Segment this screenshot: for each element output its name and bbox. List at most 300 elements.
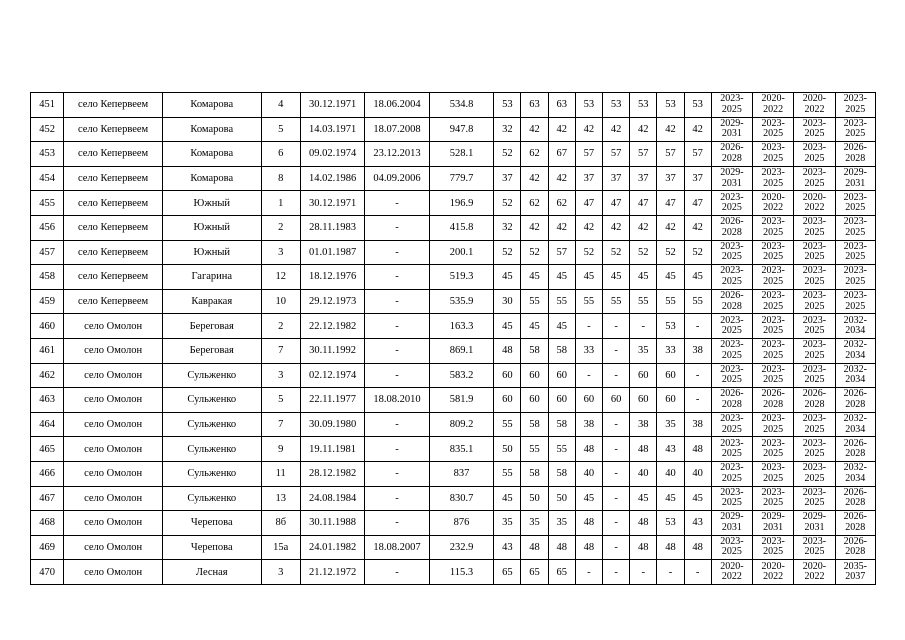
cell-wear-foundation: 65 (494, 560, 521, 585)
cell-wear-foundation: 55 (494, 412, 521, 437)
cell-house-number: 9 (261, 437, 300, 462)
cell-area: 196.9 (429, 191, 493, 216)
cell-repair-period-3: 2023-2025 (794, 166, 835, 191)
cell-wear-finishing: - (630, 560, 657, 585)
cell-row-number: 466 (31, 461, 64, 486)
cell-repair-period-2: 2023-2025 (753, 412, 794, 437)
cell-repair-period-2: 2023-2025 (753, 117, 794, 142)
cell-house-number: 5 (261, 117, 300, 142)
cell-repair-period-1: 2023-2025 (711, 191, 752, 216)
cell-repair-period-3: 2023-2025 (794, 314, 835, 339)
cell-row-number: 460 (31, 314, 64, 339)
cell-settlement: село Омолон (64, 486, 163, 511)
cell-wear-floors: 38 (575, 412, 602, 437)
table-row (31, 535, 876, 560)
cell-privatization-date: - (365, 215, 429, 240)
cell-privatization-date: 04.09.2006 (365, 166, 429, 191)
cell-settlement: село Кепервеем (64, 215, 163, 240)
cell-commissioning-date: 18.12.1976 (300, 265, 364, 290)
cell-street: Сульженко (162, 461, 261, 486)
cell-wear-floors: - (575, 363, 602, 388)
cell-commissioning-date: 30.12.1971 (300, 191, 364, 216)
cell-area: 830.7 (429, 486, 493, 511)
cell-commissioning-date: 22.12.1982 (300, 314, 364, 339)
cell-wear-total: - (684, 363, 711, 388)
cell-commissioning-date: 29.12.1973 (300, 289, 364, 314)
cell-wear-finishing: 45 (630, 486, 657, 511)
cell-wear-floors: - (575, 314, 602, 339)
cell-repair-period-1: 2026-2028 (711, 215, 752, 240)
cell-wear-walls: 42 (521, 117, 548, 142)
cell-wear-utilities: 60 (657, 363, 684, 388)
cell-wear-utilities: 42 (657, 117, 684, 142)
cell-street: Сульженко (162, 486, 261, 511)
cell-wear-finishing: 53 (630, 93, 657, 118)
cell-repair-period-1: 2023-2025 (711, 412, 752, 437)
cell-wear-foundation: 52 (494, 240, 521, 265)
cell-wear-total: 38 (684, 412, 711, 437)
cell-commissioning-date: 30.09.1980 (300, 412, 364, 437)
cell-wear-roof: 58 (548, 338, 575, 363)
cell-repair-period-1: 2023-2025 (711, 93, 752, 118)
cell-wear-floors: - (575, 560, 602, 585)
table-row (31, 93, 876, 118)
cell-wear-total: 38 (684, 338, 711, 363)
table-body (31, 93, 876, 585)
cell-wear-floors: 48 (575, 511, 602, 536)
cell-wear-floors: 33 (575, 338, 602, 363)
cell-repair-period-1: 2020-2022 (711, 560, 752, 585)
cell-row-number: 459 (31, 289, 64, 314)
cell-wear-floors: 37 (575, 166, 602, 191)
cell-area: 876 (429, 511, 493, 536)
cell-wear-total: 53 (684, 93, 711, 118)
cell-wear-finishing: 37 (630, 166, 657, 191)
cell-privatization-date: - (365, 412, 429, 437)
cell-repair-period-1: 2023-2025 (711, 240, 752, 265)
cell-repair-period-4: 2032-2034 (835, 314, 875, 339)
cell-repair-period-3: 2023-2025 (794, 535, 835, 560)
cell-repair-period-1: 2026-2028 (711, 388, 752, 413)
cell-wear-foundation: 52 (494, 142, 521, 167)
cell-repair-period-2: 2023-2025 (753, 265, 794, 290)
cell-repair-period-2: 2020-2022 (753, 560, 794, 585)
cell-row-number: 462 (31, 363, 64, 388)
cell-settlement: село Омолон (64, 560, 163, 585)
cell-area: 779.7 (429, 166, 493, 191)
cell-wear-utilities: 48 (657, 535, 684, 560)
cell-wear-foundation: 60 (494, 388, 521, 413)
cell-street: Комарова (162, 117, 261, 142)
cell-wear-total: 37 (684, 166, 711, 191)
cell-repair-period-1: 2023-2025 (711, 461, 752, 486)
cell-house-number: 3 (261, 560, 300, 585)
cell-settlement: село Кепервеем (64, 93, 163, 118)
cell-repair-period-2: 2023-2025 (753, 314, 794, 339)
cell-privatization-date: - (365, 191, 429, 216)
cell-repair-period-3: 2023-2025 (794, 363, 835, 388)
cell-wear-utilities: 35 (657, 412, 684, 437)
cell-repair-period-3: 2023-2025 (794, 461, 835, 486)
cell-privatization-date: - (365, 560, 429, 585)
cell-wear-openings: 37 (602, 166, 629, 191)
cell-street: Черепова (162, 535, 261, 560)
cell-wear-walls: 48 (521, 535, 548, 560)
cell-house-number: 4 (261, 93, 300, 118)
cell-area: 869.1 (429, 338, 493, 363)
cell-repair-period-1: 2029-2031 (711, 117, 752, 142)
cell-wear-total: - (684, 560, 711, 585)
cell-area: 163.3 (429, 314, 493, 339)
cell-wear-walls: 60 (521, 388, 548, 413)
cell-house-number: 6 (261, 142, 300, 167)
cell-privatization-date: - (365, 486, 429, 511)
cell-repair-period-3: 2023-2025 (794, 437, 835, 462)
cell-wear-foundation: 60 (494, 363, 521, 388)
cell-repair-period-4: 2026-2028 (835, 142, 875, 167)
table-row (31, 363, 876, 388)
cell-privatization-date: - (365, 338, 429, 363)
cell-wear-openings: - (602, 314, 629, 339)
cell-street: Кавракая (162, 289, 261, 314)
cell-repair-period-1: 2029-2031 (711, 166, 752, 191)
cell-wear-utilities: 33 (657, 338, 684, 363)
table-row (31, 437, 876, 462)
cell-row-number: 461 (31, 338, 64, 363)
cell-privatization-date: - (365, 240, 429, 265)
cell-wear-roof: 55 (548, 437, 575, 462)
cell-commissioning-date: 14.02.1986 (300, 166, 364, 191)
cell-wear-foundation: 50 (494, 437, 521, 462)
table-row (31, 265, 876, 290)
cell-house-number: 13 (261, 486, 300, 511)
cell-wear-foundation: 35 (494, 511, 521, 536)
cell-wear-roof: 55 (548, 289, 575, 314)
cell-wear-openings: 57 (602, 142, 629, 167)
cell-area: 415.8 (429, 215, 493, 240)
cell-wear-openings: - (602, 511, 629, 536)
cell-wear-openings: 42 (602, 215, 629, 240)
cell-wear-utilities: 60 (657, 388, 684, 413)
cell-wear-total: 45 (684, 265, 711, 290)
cell-privatization-date: - (365, 265, 429, 290)
cell-wear-total: - (684, 314, 711, 339)
cell-repair-period-4: 2026-2028 (835, 388, 875, 413)
cell-repair-period-2: 2023-2025 (753, 486, 794, 511)
cell-settlement: село Кепервеем (64, 240, 163, 265)
cell-row-number: 452 (31, 117, 64, 142)
cell-wear-walls: 58 (521, 461, 548, 486)
cell-wear-finishing: 42 (630, 215, 657, 240)
cell-wear-openings: - (602, 412, 629, 437)
cell-house-number: 5 (261, 388, 300, 413)
cell-repair-period-2: 2023-2025 (753, 166, 794, 191)
cell-street: Сульженко (162, 412, 261, 437)
cell-repair-period-2: 2023-2025 (753, 461, 794, 486)
cell-street: Комарова (162, 166, 261, 191)
cell-repair-period-2: 2023-2025 (753, 142, 794, 167)
cell-street: Комарова (162, 93, 261, 118)
cell-wear-roof: 62 (548, 191, 575, 216)
cell-street: Южный (162, 215, 261, 240)
cell-repair-period-3: 2020-2022 (794, 560, 835, 585)
cell-street: Береговая (162, 314, 261, 339)
cell-wear-foundation: 45 (494, 314, 521, 339)
cell-wear-walls: 42 (521, 215, 548, 240)
cell-wear-openings: - (602, 560, 629, 585)
cell-wear-floors: 47 (575, 191, 602, 216)
cell-wear-openings: 55 (602, 289, 629, 314)
cell-wear-roof: 45 (548, 265, 575, 290)
cell-wear-foundation: 32 (494, 117, 521, 142)
cell-repair-period-3: 2023-2025 (794, 240, 835, 265)
cell-row-number: 469 (31, 535, 64, 560)
cell-privatization-date: 18.08.2007 (365, 535, 429, 560)
cell-wear-finishing: 60 (630, 388, 657, 413)
cell-street: Сульженко (162, 363, 261, 388)
cell-house-number: 10 (261, 289, 300, 314)
cell-repair-period-4: 2023-2025 (835, 117, 875, 142)
cell-commissioning-date: 28.11.1983 (300, 215, 364, 240)
cell-row-number: 455 (31, 191, 64, 216)
cell-house-number: 8 (261, 166, 300, 191)
cell-wear-foundation: 48 (494, 338, 521, 363)
table-row (31, 117, 876, 142)
cell-repair-period-2: 2026-2028 (753, 388, 794, 413)
cell-wear-walls: 62 (521, 191, 548, 216)
cell-wear-floors: 48 (575, 535, 602, 560)
cell-repair-period-2: 2020-2022 (753, 191, 794, 216)
cell-commissioning-date: 01.01.1987 (300, 240, 364, 265)
table-row (31, 461, 876, 486)
cell-wear-finishing: 42 (630, 117, 657, 142)
cell-wear-walls: 65 (521, 560, 548, 585)
table-row (31, 166, 876, 191)
cell-wear-openings: - (602, 535, 629, 560)
cell-wear-floors: 45 (575, 486, 602, 511)
cell-commissioning-date: 28.12.1982 (300, 461, 364, 486)
cell-repair-period-2: 2029-2031 (753, 511, 794, 536)
table-row (31, 388, 876, 413)
cell-wear-utilities: 47 (657, 191, 684, 216)
cell-repair-period-4: 2029-2031 (835, 166, 875, 191)
cell-wear-floors: 40 (575, 461, 602, 486)
cell-commissioning-date: 09.02.1974 (300, 142, 364, 167)
cell-settlement: село Омолон (64, 461, 163, 486)
cell-repair-period-3: 2026-2028 (794, 388, 835, 413)
cell-wear-openings: - (602, 338, 629, 363)
cell-wear-utilities: 43 (657, 437, 684, 462)
cell-privatization-date: - (365, 437, 429, 462)
table-row (31, 314, 876, 339)
cell-area: 583.2 (429, 363, 493, 388)
cell-wear-roof: 45 (548, 314, 575, 339)
cell-wear-total: 55 (684, 289, 711, 314)
cell-wear-openings: 53 (602, 93, 629, 118)
cell-privatization-date: 18.08.2010 (365, 388, 429, 413)
cell-wear-floors: 53 (575, 93, 602, 118)
cell-wear-floors: 55 (575, 289, 602, 314)
cell-wear-foundation: 45 (494, 265, 521, 290)
cell-repair-period-2: 2023-2025 (753, 240, 794, 265)
cell-house-number: 12 (261, 265, 300, 290)
cell-wear-roof: 42 (548, 215, 575, 240)
cell-street: Сульженко (162, 437, 261, 462)
cell-repair-period-4: 2032-2034 (835, 461, 875, 486)
cell-wear-utilities: 42 (657, 215, 684, 240)
cell-row-number: 464 (31, 412, 64, 437)
cell-street: Гагарина (162, 265, 261, 290)
cell-house-number: 11 (261, 461, 300, 486)
cell-wear-finishing: 52 (630, 240, 657, 265)
cell-settlement: село Кепервеем (64, 289, 163, 314)
table-row (31, 142, 876, 167)
cell-wear-total: - (684, 388, 711, 413)
cell-commissioning-date: 14.03.1971 (300, 117, 364, 142)
cell-settlement: село Кепервеем (64, 166, 163, 191)
cell-repair-period-4: 2032-2034 (835, 363, 875, 388)
cell-area: 581.9 (429, 388, 493, 413)
cell-settlement: село Омолон (64, 388, 163, 413)
table-row (31, 191, 876, 216)
cell-wear-total: 40 (684, 461, 711, 486)
cell-wear-floors: 52 (575, 240, 602, 265)
cell-commissioning-date: 30.11.1988 (300, 511, 364, 536)
cell-settlement: село Кепервеем (64, 191, 163, 216)
cell-house-number: 1 (261, 191, 300, 216)
cell-wear-utilities: 53 (657, 511, 684, 536)
cell-repair-period-3: 2023-2025 (794, 142, 835, 167)
cell-repair-period-2: 2023-2025 (753, 535, 794, 560)
cell-repair-period-4: 2035-2037 (835, 560, 875, 585)
cell-repair-period-4: 2026-2028 (835, 486, 875, 511)
cell-privatization-date: - (365, 511, 429, 536)
table-row (31, 215, 876, 240)
cell-wear-walls: 58 (521, 412, 548, 437)
cell-repair-period-1: 2026-2028 (711, 289, 752, 314)
cell-settlement: село Омолон (64, 338, 163, 363)
cell-settlement: село Кепервеем (64, 117, 163, 142)
cell-wear-total: 42 (684, 117, 711, 142)
cell-repair-period-4: 2023-2025 (835, 289, 875, 314)
cell-repair-period-4: 2032-2034 (835, 412, 875, 437)
cell-wear-floors: 48 (575, 437, 602, 462)
cell-wear-foundation: 55 (494, 461, 521, 486)
cell-settlement: село Омолон (64, 437, 163, 462)
cell-row-number: 463 (31, 388, 64, 413)
cell-repair-period-2: 2023-2025 (753, 215, 794, 240)
cell-repair-period-1: 2023-2025 (711, 437, 752, 462)
cell-wear-utilities: 45 (657, 265, 684, 290)
cell-wear-walls: 60 (521, 363, 548, 388)
cell-wear-foundation: 53 (494, 93, 521, 118)
cell-repair-period-3: 2020-2022 (794, 191, 835, 216)
cell-street: Сульженко (162, 388, 261, 413)
cell-wear-finishing: 60 (630, 363, 657, 388)
cell-wear-openings: - (602, 461, 629, 486)
cell-row-number: 457 (31, 240, 64, 265)
cell-street: Лесная (162, 560, 261, 585)
cell-wear-total: 45 (684, 486, 711, 511)
cell-wear-walls: 62 (521, 142, 548, 167)
cell-wear-roof: 65 (548, 560, 575, 585)
cell-street: Черепова (162, 511, 261, 536)
cell-wear-utilities: - (657, 560, 684, 585)
cell-wear-foundation: 52 (494, 191, 521, 216)
cell-wear-utilities: 57 (657, 142, 684, 167)
cell-wear-foundation: 32 (494, 215, 521, 240)
table-row (31, 240, 876, 265)
cell-repair-period-4: 2026-2028 (835, 437, 875, 462)
cell-house-number: 8б (261, 511, 300, 536)
cell-repair-period-3: 2023-2025 (794, 265, 835, 290)
cell-repair-period-1: 2023-2025 (711, 338, 752, 363)
cell-repair-period-3: 2023-2025 (794, 117, 835, 142)
cell-wear-utilities: 52 (657, 240, 684, 265)
cell-wear-utilities: 45 (657, 486, 684, 511)
table-row (31, 511, 876, 536)
cell-commissioning-date: 22.11.1977 (300, 388, 364, 413)
cell-wear-roof: 58 (548, 461, 575, 486)
cell-repair-period-4: 2023-2025 (835, 93, 875, 118)
cell-street: Береговая (162, 338, 261, 363)
cell-repair-period-1: 2023-2025 (711, 486, 752, 511)
cell-privatization-date: - (365, 289, 429, 314)
cell-house-number: 7 (261, 338, 300, 363)
cell-area: 809.2 (429, 412, 493, 437)
cell-wear-openings: 45 (602, 265, 629, 290)
cell-repair-period-2: 2020-2022 (753, 93, 794, 118)
cell-house-number: 3 (261, 240, 300, 265)
cell-settlement: село Омолон (64, 314, 163, 339)
cell-wear-roof: 48 (548, 535, 575, 560)
cell-repair-period-1: 2023-2025 (711, 535, 752, 560)
table-row (31, 338, 876, 363)
cell-area: 519.3 (429, 265, 493, 290)
cell-wear-roof: 42 (548, 166, 575, 191)
cell-wear-walls: 45 (521, 314, 548, 339)
cell-house-number: 7 (261, 412, 300, 437)
cell-wear-roof: 60 (548, 363, 575, 388)
cell-repair-period-1: 2023-2025 (711, 363, 752, 388)
cell-wear-openings: 47 (602, 191, 629, 216)
cell-wear-openings: 60 (602, 388, 629, 413)
cell-wear-walls: 63 (521, 93, 548, 118)
cell-wear-roof: 50 (548, 486, 575, 511)
cell-row-number: 454 (31, 166, 64, 191)
cell-wear-walls: 42 (521, 166, 548, 191)
cell-wear-foundation: 45 (494, 486, 521, 511)
table-row (31, 560, 876, 585)
table-row (31, 412, 876, 437)
cell-repair-period-4: 2026-2028 (835, 511, 875, 536)
cell-wear-walls: 45 (521, 265, 548, 290)
cell-commissioning-date: 24.08.1984 (300, 486, 364, 511)
cell-row-number: 458 (31, 265, 64, 290)
cell-wear-openings: - (602, 486, 629, 511)
cell-privatization-date: 18.07.2008 (365, 117, 429, 142)
cell-repair-period-1: 2023-2025 (711, 265, 752, 290)
cell-wear-utilities: 55 (657, 289, 684, 314)
cell-wear-finishing: 57 (630, 142, 657, 167)
cell-area: 115.3 (429, 560, 493, 585)
cell-repair-period-4: 2023-2025 (835, 215, 875, 240)
cell-wear-floors: 45 (575, 265, 602, 290)
cell-wear-finishing: 48 (630, 535, 657, 560)
cell-wear-finishing: 55 (630, 289, 657, 314)
cell-repair-period-3: 2023-2025 (794, 412, 835, 437)
cell-repair-period-3: 2023-2025 (794, 215, 835, 240)
